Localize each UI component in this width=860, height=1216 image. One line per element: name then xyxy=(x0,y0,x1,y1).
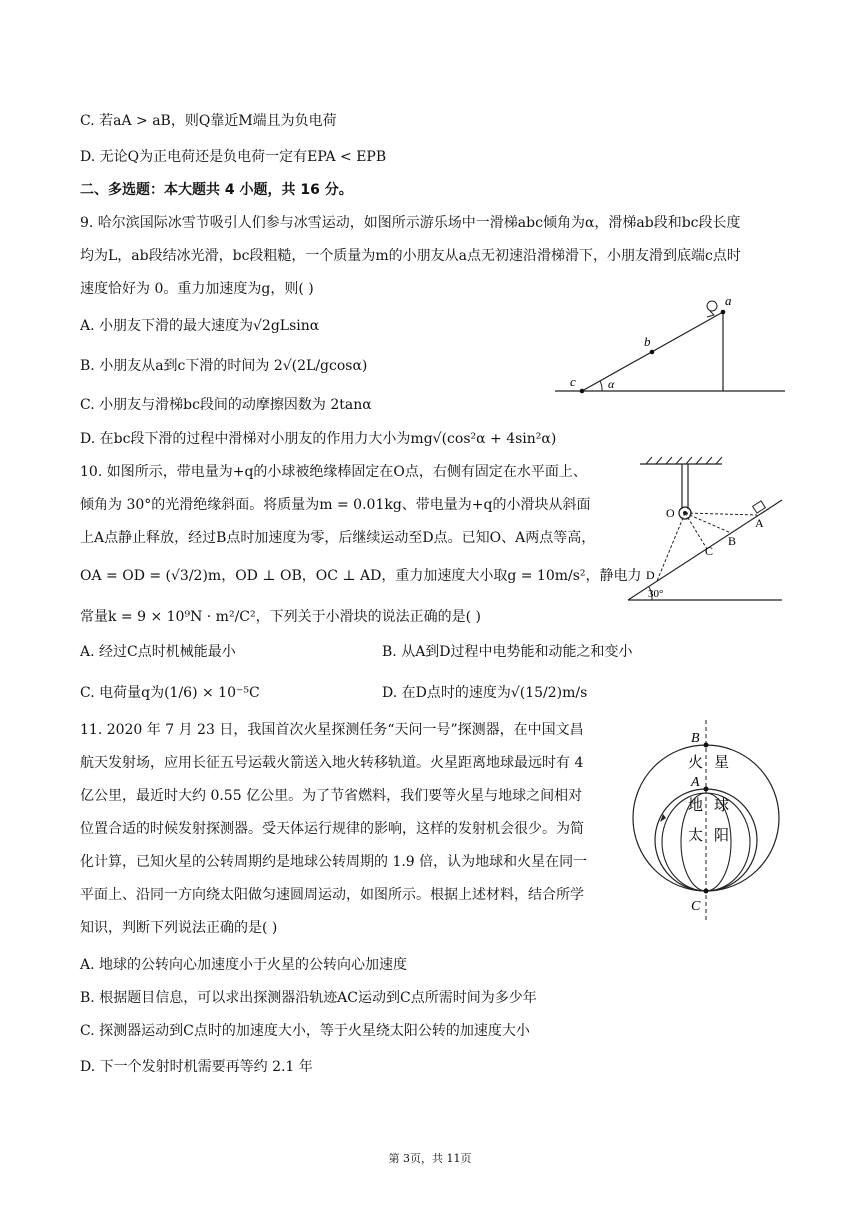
q11-label-xing: 星 xyxy=(714,755,730,771)
q10-stem-line2: 倾角为 30°的光滑绝缘斜面。将质量为m = 0.01kg、带电量为+q的小滑块从斜面 xyxy=(80,497,591,513)
q11-stem-line6: 平面上、沿同一方向绕太阳做匀速圆周运动，如图所示。根据上述材料，结合所学 xyxy=(80,887,584,903)
q11-stem-line5: 化计算，已知火星的公转周期约是地球公转周期的 1.9 倍，认为地球和火星在同一 xyxy=(80,854,588,870)
q11-stem-line4: 位置合适的时候发射探测器。受天体运行规律的影响，这样的发射机会很少。为简 xyxy=(80,821,584,837)
q11-label-A: A xyxy=(691,775,700,790)
q9-stem-line3: 速度恰好为 0。重力加速度为g，则( ) xyxy=(80,281,314,297)
q8-option-c: C. 若aA > aB，则Q靠近M端且为负电荷 xyxy=(80,113,337,129)
q10-option-b: B. 从A到D过程中电势能和动能之和变小 xyxy=(382,644,633,660)
q11-label-qiu: 球 xyxy=(714,798,730,814)
q10-option-d: D. 在D点时的速度为√(15/2)m/s xyxy=(382,685,588,701)
q9-option-b: B. 小朋友从a到c下滑的时间为 2√(2L/gcosα) xyxy=(80,358,368,374)
q10-stem-line4: OA = OD = (√3/2)m，OD ⊥ OB，OC ⊥ AD，重力加速度大小取g = 10m/s²，静电力 xyxy=(80,568,642,584)
q11-label-tai: 太 xyxy=(688,828,704,844)
q11-stem-line3: 亿公里，最近时大约 0.55 亿公里。为了节省燃料，我们要等火星与地球之间相对 xyxy=(80,788,583,804)
q10-label-O: O xyxy=(666,506,675,520)
q11-label-yang: 阳 xyxy=(714,828,730,844)
q10-option-a: A. 经过C点时机械能最小 xyxy=(80,644,236,660)
q9-label-b: b xyxy=(644,334,651,349)
section-heading-multiple-choice: 二、多选题：本大题共 4 小题，共 16 分。 xyxy=(80,182,353,198)
q10-stem-line3: 上A点静止释放，经过B点时加速度为零，后继续运动至D点。已知O、A两点等高， xyxy=(80,530,596,546)
q10-label-angle: 30° xyxy=(648,588,664,600)
q10-stem-line5: 常量k = 9 × 10⁹N · m²/C²，下列关于小滑块的说法正确的是( ) xyxy=(80,609,481,625)
q11-option-b: B. 根据题目信息，可以求出探测器沿轨迹AC运动到C点所需时间为多少年 xyxy=(80,990,537,1006)
q11-option-a: A. 地球的公转向心加速度小于火星的公转向心加速度 xyxy=(80,957,408,973)
q11-stem-line2: 航天发射场，应用长征五号运载火箭送入地火转移轨道。火星距离地球最远时有 4 xyxy=(80,755,584,771)
q9-slide-diagram xyxy=(550,290,790,400)
page-footer: 第 3页，共 11页 xyxy=(388,1152,472,1165)
q10-label-B: B xyxy=(728,534,737,548)
q10-label-A: A xyxy=(755,516,764,530)
q10-label-D: D xyxy=(646,568,655,582)
q11-option-d: D. 下一个发射时机需要再等约 2.1 年 xyxy=(80,1059,313,1075)
q9-stem-line1: 9. 哈尔滨国际冰雪节吸引人们参与冰雪运动，如图所示游乐场中一滑梯abc倾角为α，滑梯ab段和bc段长度 xyxy=(80,215,741,231)
q10-option-c: C. 电荷量q为(1/6) × 10⁻⁵C xyxy=(80,685,260,701)
q9-stem-line2: 均为L，ab段结冰光滑，bc段粗糙，一个质量为m的小朋友从a点无初速沿滑梯滑下，小朋友滑到底端c点时 xyxy=(80,248,741,264)
q11-label-huo: 火 xyxy=(688,755,704,771)
q11-stem-line1: 11. 2020 年 7 月 23 日，我国首次火星探测任务“天问一号”探测器，在中国文昌 xyxy=(80,722,584,738)
q11-orbit-diagram xyxy=(625,718,785,923)
q9-option-d: D. 在bc段下滑的过程中滑梯对小朋友的作用力大小为mg√(cos²α + 4sin²α) xyxy=(80,431,557,447)
q10-stem-line1: 10. 如图所示，带电量为+q的小球被绝缘棒固定在O点，右侧有固定在水平面上、 xyxy=(80,464,587,480)
q9-label-c: c xyxy=(570,374,576,389)
q11-option-c: C. 探测器运动到C点时的加速度大小，等于火星绕太阳公转的加速度大小 xyxy=(80,1023,530,1039)
q9-label-alpha: α xyxy=(608,377,615,391)
q9-label-a: a xyxy=(725,293,732,308)
q9-option-c: C. 小朋友与滑梯bc段间的动摩擦因数为 2tanα xyxy=(80,397,372,413)
q11-label-di: 地 xyxy=(688,798,704,814)
q10-incline-diagram xyxy=(622,455,787,610)
q8-option-d: D. 无论Q为正电荷还是负电荷一定有EPA < EPB xyxy=(80,149,387,165)
q11-label-C: C xyxy=(691,899,701,914)
q11-stem-line7: 知识，判断下列说法正确的是( ) xyxy=(80,920,278,936)
q9-option-a: A. 小朋友下滑的最大速度为√2gLsinα xyxy=(80,318,320,334)
q10-label-C: C xyxy=(705,544,714,558)
q11-label-B: B xyxy=(691,731,700,746)
